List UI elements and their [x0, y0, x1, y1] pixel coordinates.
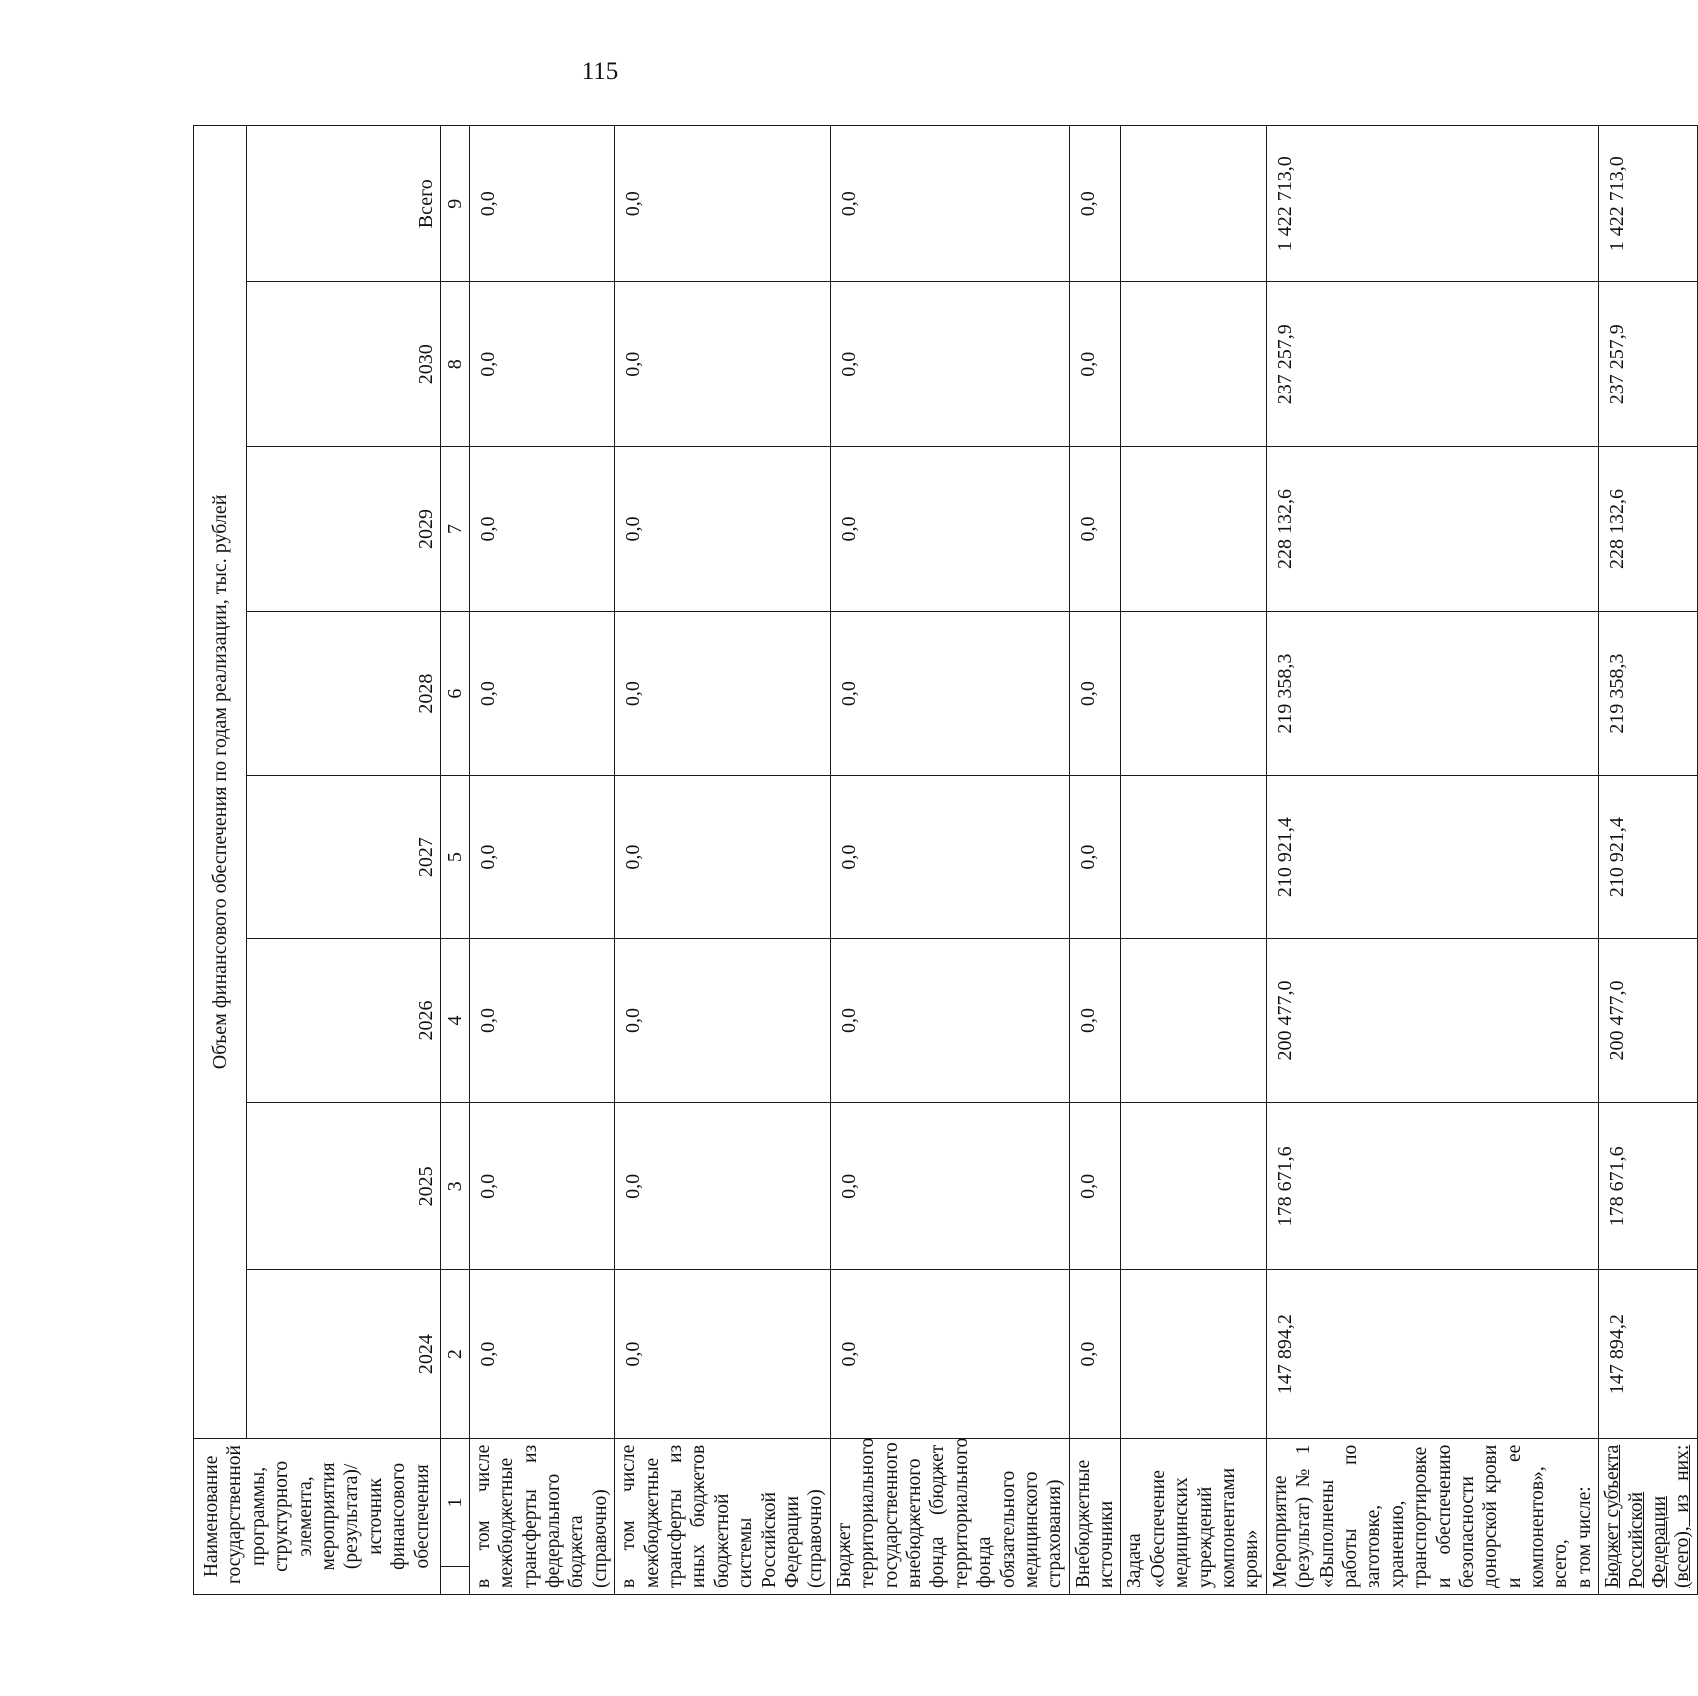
- row-label: в том числе межбюджетные трансферты из иных бюджетов бюджетной системы Российской Федерации (справочно): [615, 1438, 831, 1594]
- row-value: 219 358,3: [1599, 611, 1698, 776]
- year-2029: 2029: [247, 447, 441, 612]
- row-value: 0,0: [830, 1270, 1069, 1438]
- year-2024: 2024: [247, 1270, 441, 1438]
- col-number: 3: [440, 1103, 469, 1270]
- row-value: 0,0: [1069, 1270, 1121, 1438]
- row-value: 0,0: [1069, 447, 1121, 612]
- col-number: 8: [440, 282, 469, 447]
- row-value: 0,0: [1069, 611, 1121, 776]
- col-number: 2: [440, 1270, 469, 1438]
- row-value: [1121, 1103, 1266, 1270]
- row-label-text: Мероприятие (результат) № 1 «Выполнены работы по заготовке, хранению, транспортировке и обеспечению безопасности донорской крови и ее компонентов», всего,: [1269, 1444, 1572, 1588]
- year-2026: 2026: [247, 938, 441, 1103]
- row-value: 1 422 713,0: [1266, 126, 1598, 282]
- row-value: 178 671,6: [1266, 1103, 1598, 1270]
- row-value: 0,0: [615, 1103, 831, 1270]
- row-value: 228 132,6: [1599, 447, 1698, 612]
- col-number: 7: [440, 447, 469, 612]
- row-value: 0,0: [469, 1270, 614, 1438]
- row-value: 0,0: [830, 611, 1069, 776]
- header-name-cell: Наименование государственной программы, структурного элемента, мероприятия (результата)/источник финансового обеспечения: [194, 1438, 441, 1594]
- row-value: 0,0: [1069, 282, 1121, 447]
- row-value: 147 894,2: [1599, 1270, 1698, 1438]
- row-label-tail: в том числе:: [1573, 1486, 1595, 1588]
- row-value: 200 477,0: [1266, 938, 1598, 1103]
- header-row: [194, 126, 247, 1595]
- row-label: Задача «Обеспечение медицинских учреждений компонентами крови»: [1121, 1438, 1266, 1594]
- col-number: 1: [440, 1438, 469, 1567]
- row-value: [1121, 611, 1266, 776]
- row-value: 237 257,9: [1266, 282, 1598, 447]
- col-number: 5: [440, 776, 469, 938]
- row-value: 210 921,4: [1266, 776, 1598, 938]
- row-value: 0,0: [469, 776, 614, 938]
- row-value: 0,0: [469, 938, 614, 1103]
- row-label: Бюджет субъекта Российской Федерации (всего), из них:: [1599, 1438, 1698, 1594]
- table-row: [615, 126, 831, 1595]
- row-value: 0,0: [469, 1103, 614, 1270]
- row-value: 0,0: [615, 282, 831, 447]
- row-value: 0,0: [830, 938, 1069, 1103]
- table-row: [1266, 126, 1598, 1595]
- row-value: 0,0: [830, 447, 1069, 612]
- financing-table: [193, 125, 1698, 1595]
- table-row: [1069, 126, 1121, 1595]
- column-numbers-row: [440, 126, 469, 1595]
- row-value: 0,0: [830, 282, 1069, 447]
- row-value: 0,0: [615, 611, 831, 776]
- row-value: 210 921,4: [1599, 776, 1698, 938]
- row-value: [1121, 1270, 1266, 1438]
- row-value: [1121, 776, 1266, 938]
- year-2030: 2030: [247, 282, 441, 447]
- table-row: [469, 126, 614, 1595]
- row-value: 0,0: [615, 126, 831, 282]
- row-value: 0,0: [1069, 1103, 1121, 1270]
- row-value: 0,0: [469, 447, 614, 612]
- row-value: 0,0: [1069, 776, 1121, 938]
- col-number: 4: [440, 938, 469, 1103]
- row-value: 0,0: [615, 776, 831, 938]
- row-value: 0,0: [469, 126, 614, 282]
- year-total: Всего: [247, 126, 441, 282]
- year-2028: 2028: [247, 611, 441, 776]
- row-value: 0,0: [830, 126, 1069, 282]
- row-label: Бюджет территориального государственного внебюджетного фонда (бюджет территориального фонда обязательного медицинского страхования): [830, 1438, 1069, 1594]
- year-2027: 2027: [247, 776, 441, 938]
- table-row: [1121, 126, 1266, 1595]
- row-label: Внебюджетные источники: [1069, 1438, 1121, 1594]
- row-value: 228 132,6: [1266, 447, 1598, 612]
- row-value: 237 257,9: [1599, 282, 1698, 447]
- row-value: 219 358,3: [1266, 611, 1598, 776]
- year-2025: 2025: [247, 1103, 441, 1270]
- table-row: [830, 126, 1069, 1595]
- row-value: [1121, 126, 1266, 282]
- row-value: 0,0: [1069, 126, 1121, 282]
- row-value: 0,0: [1069, 938, 1121, 1103]
- row-value: 178 671,6: [1599, 1103, 1698, 1270]
- row-value: 200 477,0: [1599, 938, 1698, 1103]
- row-value: 0,0: [830, 776, 1069, 938]
- row-value: [1121, 282, 1266, 447]
- col-number: 9: [440, 126, 469, 282]
- row-value: 0,0: [615, 938, 831, 1103]
- header-caption: Объем финансового обеспечения по годам реализации, тыс. рублей: [194, 126, 247, 1439]
- rotated-table-wrapper: [193, 125, 1694, 1595]
- row-value: 0,0: [830, 1103, 1069, 1270]
- table-row: [1599, 126, 1698, 1595]
- row-value: 0,0: [615, 1270, 831, 1438]
- years-row: [247, 126, 441, 1595]
- row-value: 0,0: [615, 447, 831, 612]
- row-value: 147 894,2: [1266, 1270, 1598, 1438]
- row-label: в том числе межбюджетные трансферты из федерального бюджета (справочно): [469, 1438, 614, 1594]
- row-value: [1121, 938, 1266, 1103]
- row-value: 1 422 713,0: [1599, 126, 1698, 282]
- row-value: 0,0: [469, 282, 614, 447]
- row-label: [1266, 1438, 1598, 1594]
- page-number: 115: [581, 58, 619, 85]
- row-value: [1121, 447, 1266, 612]
- row-value: 0,0: [469, 611, 614, 776]
- col-number: 6: [440, 611, 469, 776]
